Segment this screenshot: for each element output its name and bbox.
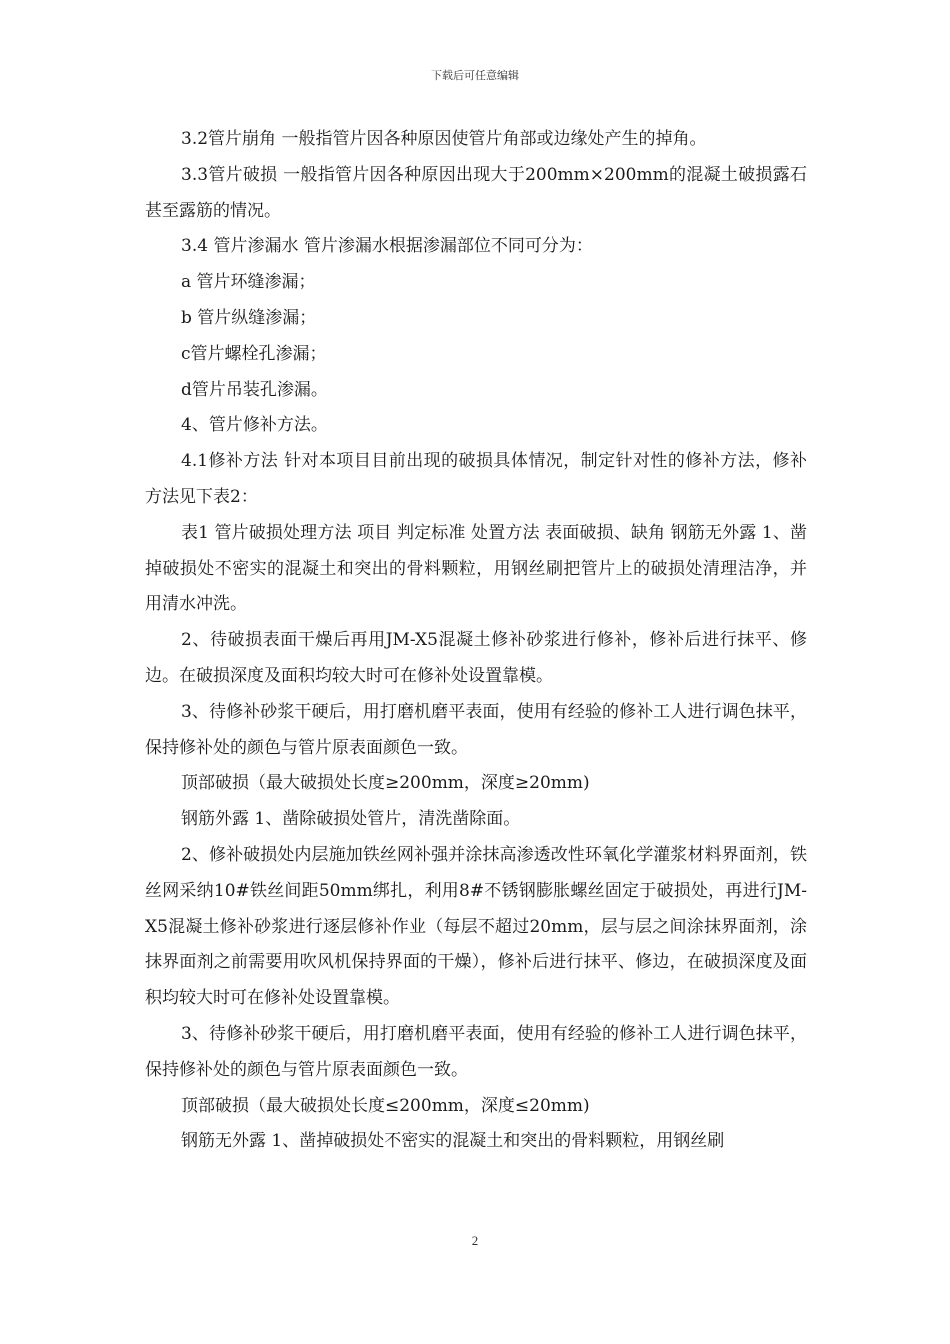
list-item: b 管片纵缝渗漏； — [181, 307, 317, 328]
paragraph: 2、修补破损处内层施加铁丝网补强并涂抹高渗透改性环氧化学灌浆材料界面剂，铁丝网采纳10#铁丝间距50mm绑扎，利用8#不锈钢膨胀螺丝固定于破损处，再进行JM-X5混凝土修补砂浆进行逐层修补作业（每层不超过20mm，层与层之间涂抹界面剂，涂抹界面剂之前需要用吹风机保持界面的干燥），修补后进行抹平、修边，在破损深度及面积均较大时可在修补处设置靠模。 — [145, 844, 807, 1009]
paragraph: 3.3管片破损 一般指管片因各种原因出现大于200mm×200mm的混凝土破损露石甚至露筋的情况。 — [145, 164, 807, 221]
paragraph: 钢筋外露 1、凿除破损处管片，清洗凿除面。 — [181, 809, 521, 830]
list-item: d管片吊装孔渗漏。 — [181, 379, 328, 400]
document-body — [145, 122, 807, 1160]
paragraph: 顶部破损（最大破损处长度≤200mm，深度≤20mm) — [181, 1095, 590, 1116]
paragraph: 3.2管片崩角 一般指管片因各种原因使管片角部或边缘处产生的掉角。 — [181, 129, 707, 149]
paragraph: 3.4 管片渗漏水 管片渗漏水根据渗漏部位不同可分为： — [181, 236, 593, 257]
paragraph: 4.1修补方法 针对本项目目前出现的破损具体情况，制定针对性的修补方法，修补方法见下表2： — [145, 451, 807, 507]
paragraph: 顶部破损（最大破损处长度≥200mm，深度≥20mm) — [181, 773, 590, 794]
list-item: a 管片环缝渗漏； — [181, 272, 316, 293]
paragraph: 2、待破损表面干燥后再用JM-X5混凝土修补砂浆进行修补，修补后进行抹平、修边。在破损深度及面积均较大时可在修补处设置靠模。 — [145, 630, 807, 686]
list-item: c管片螺栓孔渗漏； — [181, 343, 327, 364]
paragraph: 表1 管片破损处理方法 项目 判定标准 处置方法 表面破损、缺角 钢筋无外露 1、凿掉破损处不密实的混凝土和突出的骨料颗粒，用钢丝刷把管片上的破损处清理洁净，并用清水冲洗。 — [145, 522, 807, 615]
page-header: 下载后可任意编辑 — [431, 69, 519, 82]
paragraph: 钢筋无外露 1、凿掉破损处不密实的混凝土和突出的骨料颗粒，用钢丝刷 — [181, 1131, 725, 1152]
section-heading: 4、管片修补方法。 — [181, 415, 328, 436]
paragraph: 3、待修补砂浆干硬后，用打磨机磨平表面，使用有经验的修补工人进行调色抹平，保持修补处的颜色与管片原表面颜色一致。 — [145, 1023, 807, 1080]
page-number: 2 — [471, 1233, 479, 1248]
paragraph: 3、待修补砂浆干硬后，用打磨机磨平表面，使用有经验的修补工人进行调色抹平，保持修补处的颜色与管片原表面颜色一致。 — [145, 701, 807, 758]
